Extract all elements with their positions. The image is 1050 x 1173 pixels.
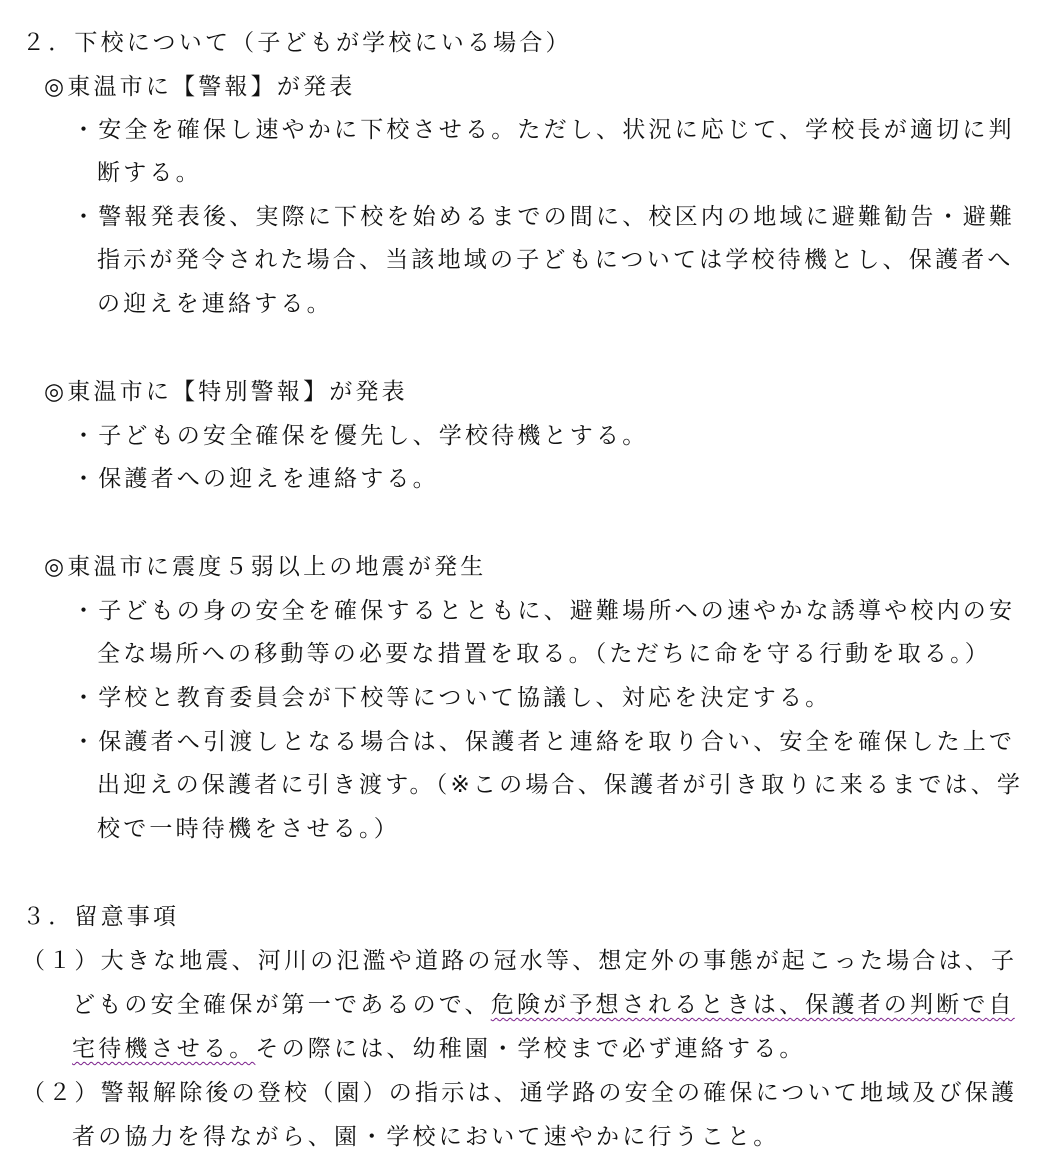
earthquake-bullet-3-line-1: ・保護者へ引渡しとなる場合は、保護者と連絡を取り合い、安全を確保した上で: [72, 729, 1016, 755]
warning-heading: ◎東温市に【警報】が発表: [44, 74, 356, 100]
note-1-wavy-emphasis-b: 宅待機させる。: [72, 1036, 256, 1062]
note-1-line-1: （１）大きな地震、河川の氾濫や道路の冠水等、想定外の事態が起こった場合は、子: [22, 948, 1018, 974]
special-warning-bullet-2: ・保護者への迎えを連絡する。: [72, 466, 439, 492]
warning-bullet-2-line-2: 指示が発令された場合、当該地域の子どもについては学校待機とし、保護者へ: [97, 247, 1014, 273]
note-1-line-3-plain: その際には、幼稚園・学校まで必ず連絡する。: [255, 1036, 806, 1062]
section-3-heading: ３．留意事項: [22, 904, 180, 930]
earthquake-heading: ◎東温市に震度５弱以上の地震が発生: [44, 554, 487, 580]
note-1-line-3: [72, 1034, 806, 1064]
note-1-line-2-plain: どもの安全確保が第一であるので、: [72, 992, 491, 1018]
earthquake-bullet-3-line-3: 校で一時待機をさせる。）: [97, 816, 400, 842]
special-warning-heading: ◎東温市に【特別警報】が発表: [44, 379, 408, 405]
earthquake-bullet-2: ・学校と教育委員会が下校等について協議し、対応を決定する。: [72, 685, 832, 711]
warning-bullet-1-line-1: ・安全を確保し速やかに下校させる。ただし、状況に応じて、学校長が適切に判: [72, 117, 1015, 143]
earthquake-bullet-1-line-1: ・子どもの身の安全を確保するとともに、避難場所への速やかな誘導や校内の安: [72, 598, 1016, 624]
section-2-heading: ２．下校について（子どもが学校にいる場合）: [22, 30, 572, 56]
note-1-line-2: [72, 990, 1015, 1020]
note-2-line-2: 者の協力を得ながら、園・学校において速やかに行うこと。: [72, 1124, 780, 1150]
special-warning-bullet-1: ・子どもの安全確保を優先し、学校待機とする。: [72, 423, 649, 449]
warning-bullet-2-line-3: の迎えを連絡する。: [97, 291, 333, 317]
earthquake-bullet-1-line-2: 全な場所への移動等の必要な措置を取る。（ただちに命を守る行動を取る。）: [97, 641, 991, 667]
warning-bullet-1-line-2: 断する。: [97, 160, 202, 186]
warning-bullet-2-line-1: ・警報発表後、実際に下校を始めるまでの間に、校区内の地域に避難勧告・避難: [72, 204, 1016, 230]
note-1-wavy-emphasis-a: 危険が予想されるときは、保護者の判断で自: [490, 992, 1015, 1018]
earthquake-bullet-3-line-2: 出迎えの保護者に引き渡す。（※この場合、保護者が引き取りに来るまでは、学: [97, 772, 1024, 798]
note-2-line-1: （２）警報解除後の登校（園）の指示は、通学路の安全の確保について地域及び保護: [22, 1080, 1018, 1106]
